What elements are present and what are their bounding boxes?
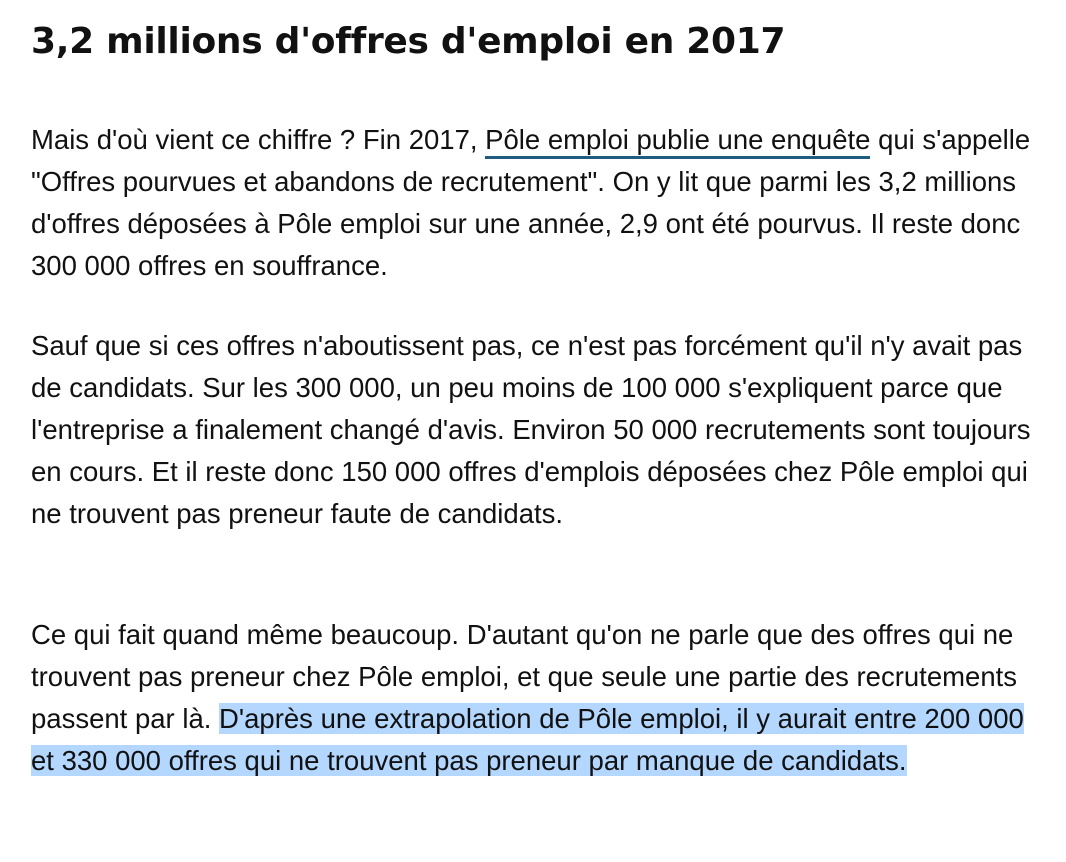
paragraph-explanation: Sauf que si ces offres n'aboutissent pas, ce n'est pas forcément qu'il n'y avait pas de candidats. Sur les 300 000, un peu moins de 100 000 s'expliquent parce que l'entreprise a finalement changé d'avis. Environ 50 000 recrutements sont toujours en cours. Et il reste donc 150 000 offres d'emplois déposées chez Pôle emploi qui ne trouvent pas preneur faute de candidats. [31,330,1031,529]
paragraph-intro-text-after: qui s'appelle "Offres pourvues et abandons de recrutement". On y lit que parmi les 3,2 millions d'offres déposées à Pôle emploi sur une année, 2,9 ont été pourvus. Il reste donc 300 000 offres en souffrance. [31,124,1031,281]
paragraph-conclusion-text: Ce qui fait quand même beaucoup. D'autant qu'on ne parle que des offres qui ne trouvent pas preneur chez Pôle emploi, et que seule une partie des recrutements passent par là. [31,619,1017,734]
paragraph-intro [31,119,1051,287]
article-title: 3,2 millions d'offres d'emploi en 2017 [31,21,786,62]
article [31,18,1051,776]
paragraph-conclusion [31,614,1051,782]
paragraph-intro-text-before: Mais d'où vient ce chiffre ? Fin 2017, [31,124,486,155]
survey-link[interactable]: Pôle emploi publie une enquête [485,124,870,159]
selected-text: D'après une extrapolation de Pôle emploi, il y aurait entre 200 000 et 330 000 offres qui ne trouvent pas preneur par manque de candidats. [31,703,1024,776]
